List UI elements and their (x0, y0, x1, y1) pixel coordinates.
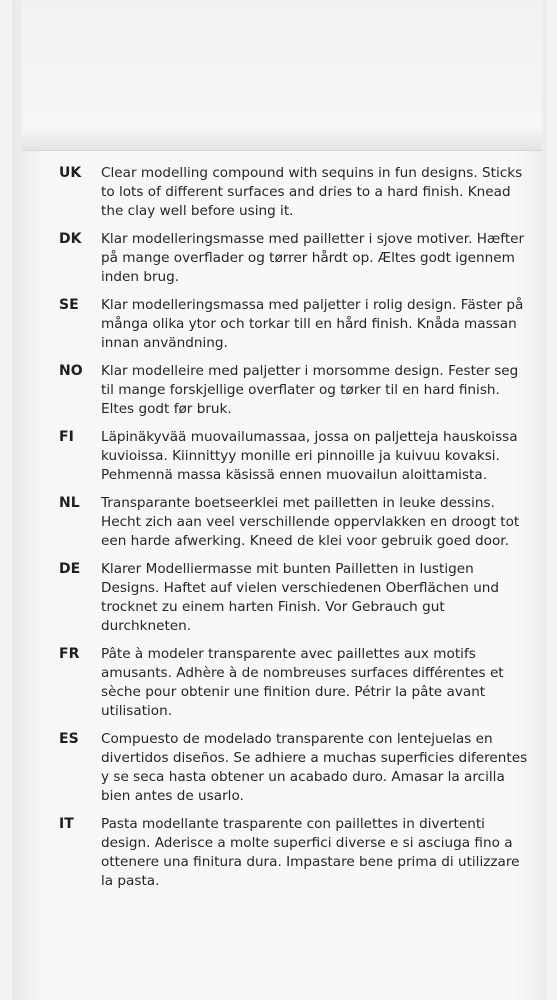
description-text: Klar modelleringsmassa med paljetter i rolig design. Fäster på många olika ytor och torkar till en hård finish. Knåda massan innan användning. (101, 297, 524, 351)
package-top-flap (22, 0, 542, 151)
description-fr (59, 645, 529, 721)
description-text: Compuesto de modelado transparente con lentejuelas en divertidos diseños. Se adhiere a muchas superficies diferentes y se seca hasta obtener un acabado duro. Amasar la arcilla bien antes de usarlo. (101, 731, 528, 804)
language-code: IT (59, 816, 74, 832)
description-text: Clear modelling compound with sequins in fun designs. Sticks to lots of different surfaces and dries to a hard finish. Knead the clay well before using it. (101, 165, 523, 219)
description-text: Transparante boetseerklei met pailletten in leuke dessins. Hecht zich aan veel verschillende oppervlakken en droogt tot een harde afwerking. Kneed de klei voor gebruik goed door. (101, 495, 520, 549)
language-code: SE (59, 297, 79, 313)
description-text: Klarer Modelliermasse mit bunten Pailletten in lustigen Designs. Haftet auf vielen verschiedenen Oberflächen und trocknet zu einem harten Finish. Vor Gebrauch gut durchkneten. (101, 561, 500, 634)
description-se (59, 296, 529, 353)
description-text: Klar modelleringsmasse med pailletter i sjove motiver. Hæfter på mange overflader og tørrer hårdt op. Æltes godt igennem inden brug. (101, 231, 525, 285)
description-es (59, 730, 529, 806)
language-code: NL (59, 495, 80, 511)
description-nl (59, 494, 529, 551)
description-text: Läpinäkyvää muovailumassaa, jossa on paljetteja hauskoissa kuvioissa. Kiinnittyy monille eri pinnoille ja kuivuu kovaksi. Pehmennä massa käsissä ennen muovailun aloittamista. (101, 429, 518, 483)
package-back (12, 0, 547, 1000)
language-code: DK (59, 231, 82, 247)
language-code: NO (59, 363, 83, 379)
language-code: FI (59, 429, 74, 445)
description-text: Klar modelleire med paljetter i morsomme design. Fester seg til mange forskjellige overflater og tørker til en hard finish. Eltes godt før bruk. (101, 363, 519, 417)
language-code: UK (59, 165, 82, 181)
description-de (59, 560, 529, 636)
description-fi (59, 428, 529, 485)
description-text: Pâte à modeler transparente avec paillettes aux motifs amusants. Adhère à de nombreuses surfaces différentes et sèche pour obtenir une finition dure. Pétrir la pâte avant utilisation. (101, 646, 504, 719)
description-uk (59, 164, 529, 221)
description-it (59, 815, 529, 891)
language-code: ES (59, 731, 79, 747)
description-no (59, 362, 529, 419)
description-dk (59, 230, 529, 287)
language-code: DE (59, 561, 81, 577)
language-code: FR (59, 646, 80, 662)
product-description-list (59, 164, 529, 900)
description-text: Pasta modellante trasparente con paillettes in divertenti design. Aderisce a molte superfici diverse e si asciuga fino a ottenere una finitura dura. Impastare bene prima di utilizzare la pasta. (101, 816, 520, 889)
